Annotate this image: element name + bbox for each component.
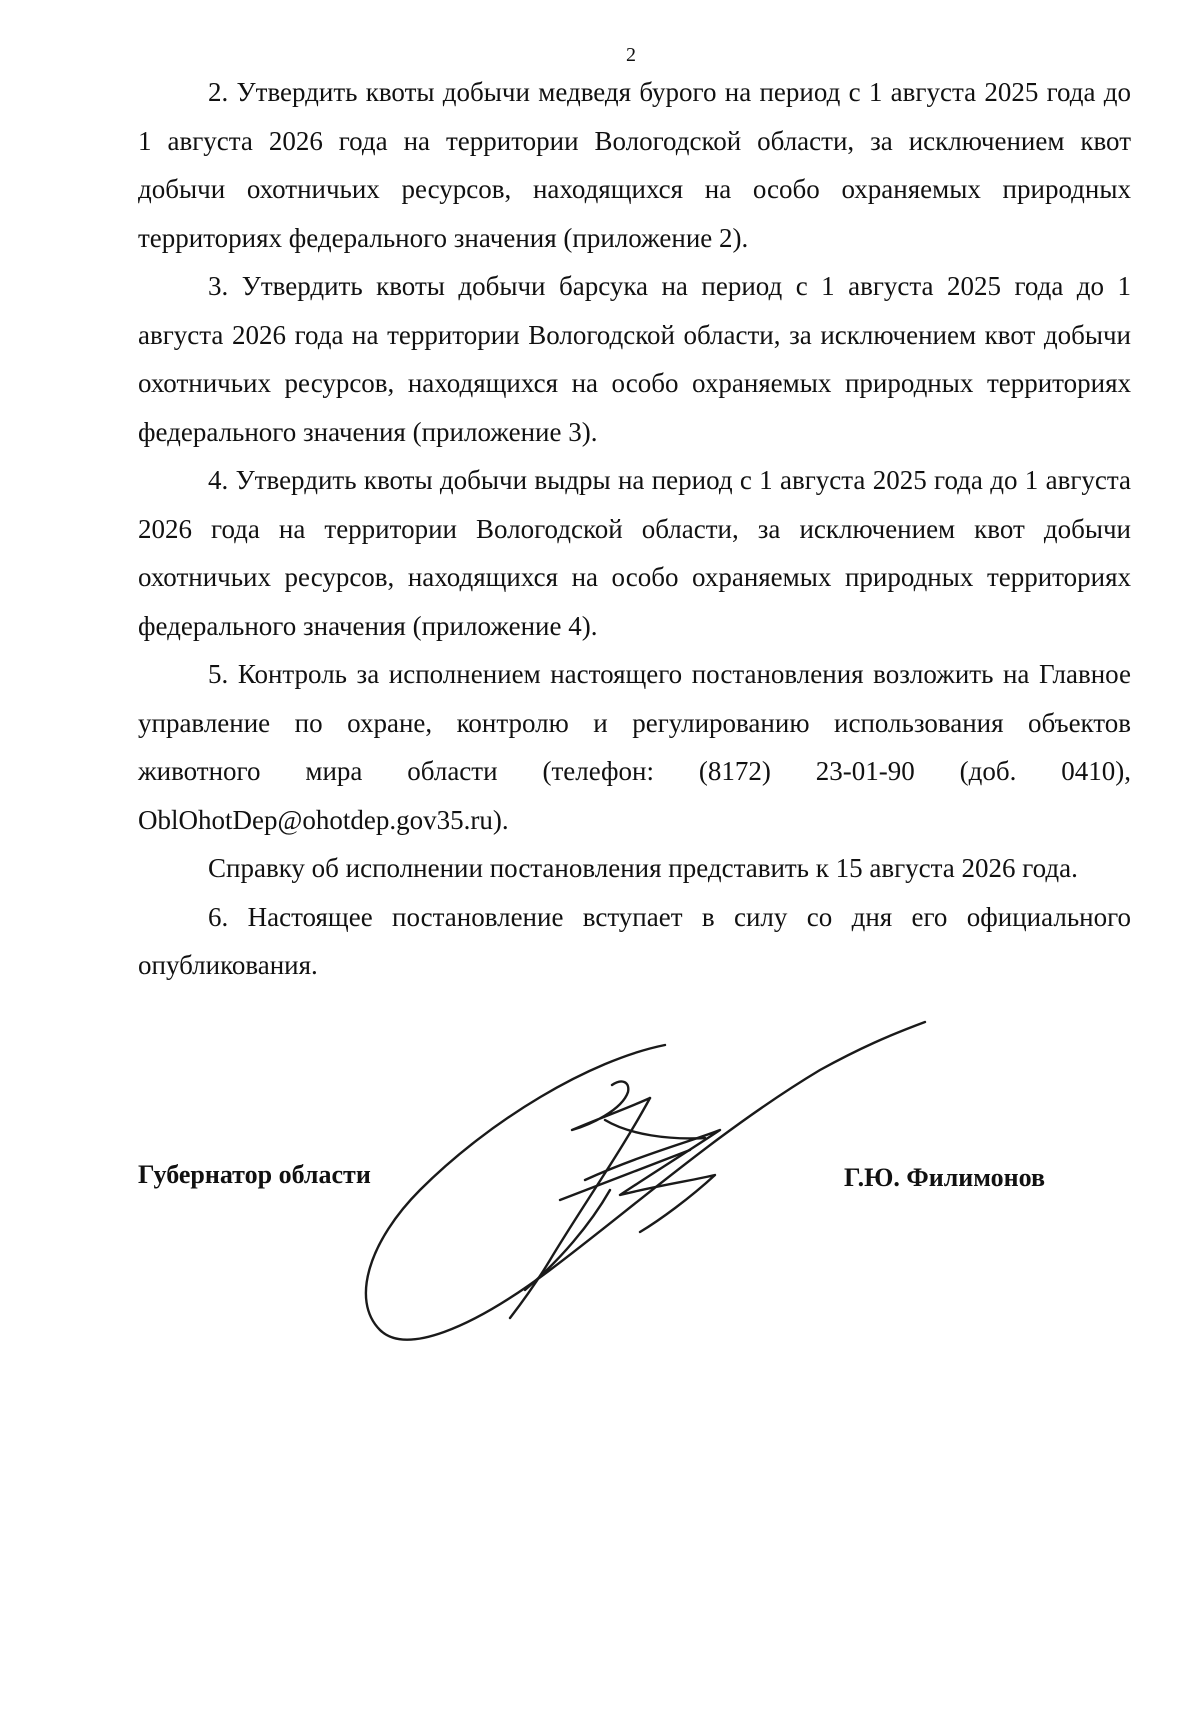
paragraph-3: 3. Утвердить квоты добычи барсука на период с 1 августа 2025 года до 1 августа 2026 года на территории Вологодской области, за исключением квот добычи охотничьих ресурсов, находящихся на особо охраняемых природных территориях федерального значения (приложение 3).	[138, 271, 1131, 447]
signatory-position: Губернатор области	[138, 1160, 371, 1189]
paragraph-report: Справку об исполнении постановления представить к 15 августа 2026 года.	[208, 853, 1078, 883]
paragraph-6: 6. Настоящее постановление вступает в силу со дня его официального опубликования.	[138, 901, 1131, 980]
paragraph-2: 2. Утвердить квоты добычи медведя бурого на период с 1 августа 2025 года до 1 августа 2026 года на территории Вологодской области, за исключением квот добычи охотничьих ресурсов, находящихся на особо охраняемых природных территориях федерального значения (приложение 2).	[138, 77, 1131, 253]
paragraph-5: 5. Контроль за исполнением настоящего постановления возложить на Главное управление по охране, контролю и регулированию использования объектов животного мира области (телефон: (8172) 23-01-90 (доб. 0410), OblOhotDep@ohotdep.gov35.ru).	[138, 659, 1131, 835]
signatory-name: Г.Ю. Филимонов	[844, 1163, 1046, 1192]
paragraph-4: 4. Утвердить квоты добычи выдры на период с 1 августа 2025 года до 1 августа 2026 года на территории Вологодской области, за исключением квот добычи охотничьих ресурсов, находящихся на особо охраняемых природных территориях федерального значения (приложение 4).	[138, 465, 1131, 641]
page-number: 2	[626, 44, 636, 66]
document-body	[138, 68, 1131, 990]
